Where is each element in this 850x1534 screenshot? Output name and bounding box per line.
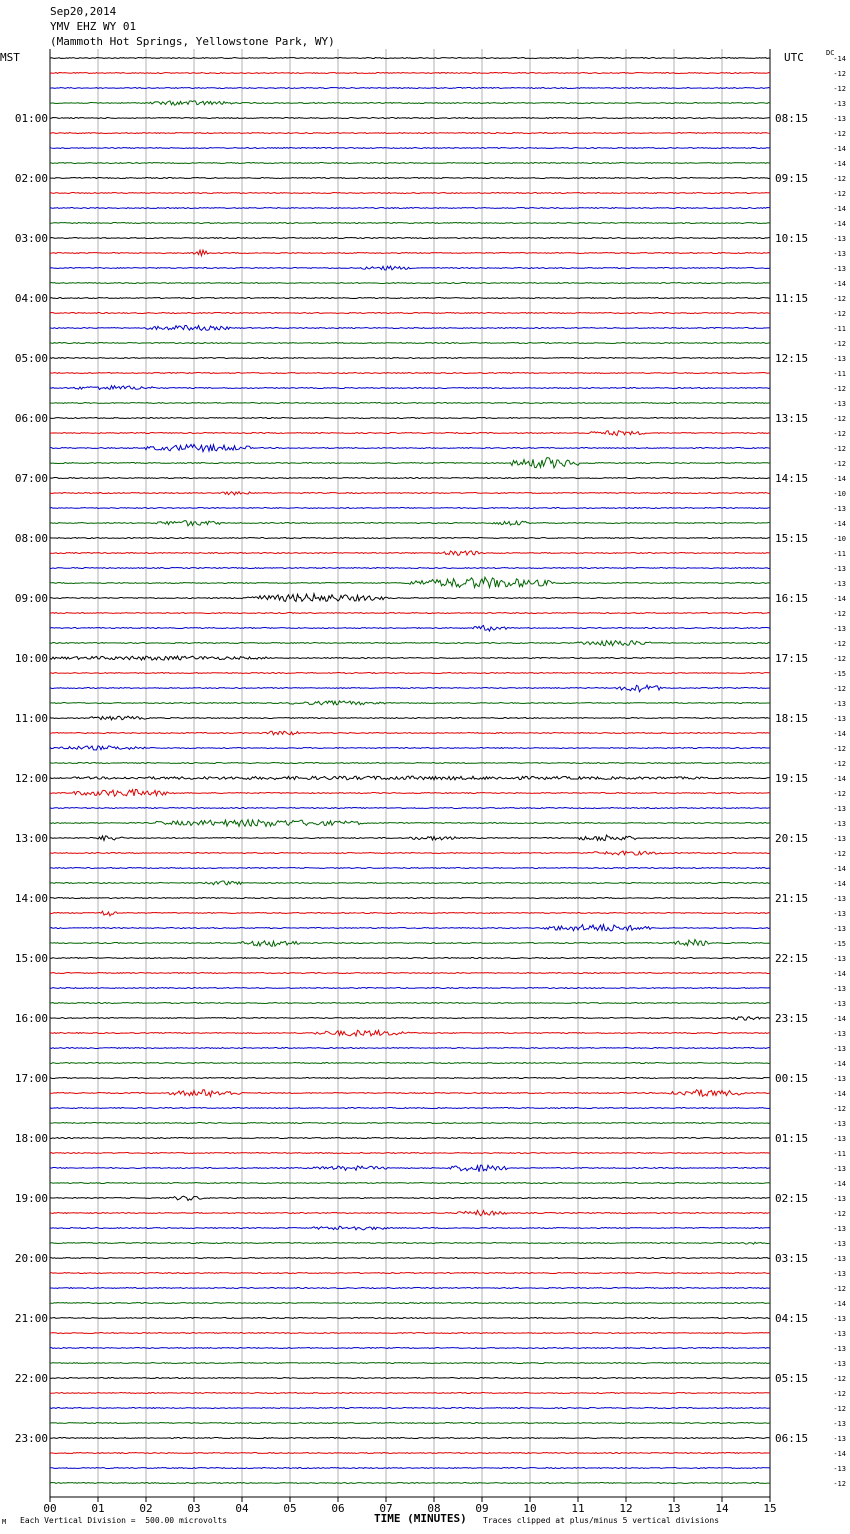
seismic-trace: [50, 73, 770, 74]
dc-offset-label: -13: [833, 1075, 846, 1083]
mst-hour-label: 21:00: [14, 1312, 48, 1325]
mst-hour-label: 06:00: [14, 412, 48, 425]
seismic-trace: [50, 1348, 770, 1349]
seismic-trace: [50, 789, 770, 796]
mst-hour-label: 20:00: [14, 1252, 48, 1265]
dc-offset-label: -12: [833, 70, 846, 78]
mst-hour-label: 08:00: [14, 532, 48, 545]
seismic-trace: [50, 386, 770, 390]
utc-hour-label: 09:15: [775, 172, 809, 185]
seismic-trace: [50, 911, 770, 916]
mst-hour-label: 16:00: [14, 1012, 48, 1025]
seismic-trace: [50, 594, 770, 602]
dc-offset-label: -14: [833, 55, 846, 63]
x-tick-label: 06: [331, 1502, 345, 1515]
seismic-trace: [50, 568, 770, 569]
dc-offset-label: -13: [833, 1045, 846, 1053]
seismic-trace: [50, 685, 770, 692]
mst-hour-label: 15:00: [14, 952, 48, 965]
left-timezone-label: MST: [0, 51, 20, 64]
dc-offset-label: -13: [833, 1315, 846, 1323]
dc-offset-label: -14: [833, 595, 846, 603]
dc-offset-label: -13: [833, 1270, 846, 1278]
seismic-trace: [50, 1363, 770, 1364]
x-tick-label: 00: [43, 1502, 57, 1515]
x-axis-title: TIME (MINUTES): [374, 1512, 467, 1525]
right-timezone-label: UTC: [784, 51, 804, 64]
dc-offset-label: -14: [833, 205, 846, 213]
seismic-trace: [50, 1063, 770, 1064]
seismic-trace: [50, 988, 770, 989]
seismic-trace: [50, 193, 770, 194]
seismic-trace: [50, 1138, 770, 1139]
seismic-trace: [50, 746, 770, 750]
dc-offset-label: -10: [833, 535, 846, 543]
dc-offset-label: -13: [833, 1000, 846, 1008]
mst-hour-label: 19:00: [14, 1192, 48, 1205]
seismic-trace: [50, 1030, 770, 1036]
dc-offset-label: -13: [833, 1240, 846, 1248]
mst-hour-label: 18:00: [14, 1132, 48, 1145]
dc-offset-label: -13: [833, 1225, 846, 1233]
utc-hour-label: 19:15: [775, 772, 809, 785]
dc-offset-label: -14: [833, 520, 846, 528]
seismic-trace: [50, 88, 770, 89]
seismic-trace: [50, 1003, 770, 1004]
utc-hour-label: 21:15: [775, 892, 809, 905]
utc-hour-label: 11:15: [775, 292, 809, 305]
seismic-trace: [50, 820, 770, 827]
seismic-trace: [50, 431, 770, 436]
seismic-trace: [50, 925, 770, 931]
seismic-trace: [50, 538, 770, 539]
seismic-trace: [50, 577, 770, 587]
seismic-trace: [50, 641, 770, 646]
dc-offset-label: -12: [833, 1480, 846, 1488]
mst-hour-label: 03:00: [14, 232, 48, 245]
dc-offset-label: -12: [833, 310, 846, 318]
utc-hour-label: 00:15: [775, 1072, 809, 1085]
dc-offset-label: -13: [833, 820, 846, 828]
dc-offset-label: -12: [833, 760, 846, 768]
dc-offset-label: -12: [833, 340, 846, 348]
seismic-trace: [50, 868, 770, 869]
dc-offset-label: -14: [833, 1015, 846, 1023]
seismic-trace: [50, 178, 770, 179]
dc-offset-label: -13: [833, 955, 846, 963]
utc-hour-label: 12:15: [775, 352, 809, 365]
seismic-trace: [50, 1453, 770, 1454]
seismic-trace: [50, 458, 770, 468]
clip-note: Traces clipped at plus/minus 5 vertical divisions: [483, 1516, 720, 1525]
x-tick-label: 14: [715, 1502, 729, 1515]
mst-hour-label: 11:00: [14, 712, 48, 725]
dc-offset-label: -13: [833, 1255, 846, 1263]
seismic-trace: [50, 1483, 770, 1484]
seismic-trace: [50, 1273, 770, 1274]
dc-offset-label: -12: [833, 445, 846, 453]
seismic-trace: [50, 478, 770, 479]
dc-offset-label: -12: [833, 1405, 846, 1413]
x-tick-label: 08: [427, 1502, 441, 1515]
seismic-trace: [50, 223, 770, 224]
dc-offset-label: -13: [833, 805, 846, 813]
seismic-trace: [50, 1408, 770, 1409]
seismic-trace: [50, 298, 770, 299]
seismic-trace: [50, 118, 770, 119]
dc-offset-header: DC: [826, 49, 835, 57]
seismic-trace: [50, 208, 770, 209]
x-tick-label: 10: [523, 1502, 537, 1515]
dc-offset-label: -12: [833, 850, 846, 858]
dc-offset-label: -13: [833, 910, 846, 918]
seismic-trace: [50, 313, 770, 314]
x-tick-label: 11: [571, 1502, 585, 1515]
dc-offset-label: -13: [833, 1420, 846, 1428]
seismic-trace: [50, 343, 770, 344]
seismic-trace: [50, 373, 770, 374]
dc-offset-label: -13: [833, 1435, 846, 1443]
dc-offset-label: -14: [833, 970, 846, 978]
dc-offset-label: -13: [833, 265, 846, 273]
seismic-trace: [50, 716, 770, 720]
utc-hour-label: 03:15: [775, 1252, 809, 1265]
dc-offset-label: -12: [833, 385, 846, 393]
seismic-trace: [50, 881, 770, 885]
dc-offset-label: -14: [833, 775, 846, 783]
seismic-trace: [50, 1196, 770, 1200]
utc-hour-label: 01:15: [775, 1132, 809, 1145]
seismic-trace: [50, 1468, 770, 1469]
utc-hour-label: 23:15: [775, 1012, 809, 1025]
dc-offset-label: -13: [833, 1195, 846, 1203]
seismic-trace: [50, 958, 770, 959]
seismic-trace: [50, 1183, 770, 1184]
seismic-trace: [50, 1378, 770, 1379]
seismic-trace: [50, 551, 770, 556]
x-tick-label: 12: [619, 1502, 633, 1515]
seismic-trace: [50, 673, 770, 674]
dc-offset-label: -14: [833, 865, 846, 873]
mst-hour-label: 07:00: [14, 472, 48, 485]
mst-hour-label: 10:00: [14, 652, 48, 665]
dc-offset-label: -13: [833, 835, 846, 843]
mst-hour-label: 02:00: [14, 172, 48, 185]
seismic-trace: [50, 1165, 770, 1172]
seismic-trace: [50, 492, 770, 495]
dc-offset-label: -12: [833, 85, 846, 93]
dc-offset-label: -13: [833, 1135, 846, 1143]
dc-offset-label: -12: [833, 415, 846, 423]
dc-offset-label: -13: [833, 715, 846, 723]
seismic-trace: [50, 1078, 770, 1079]
seismic-trace: [50, 613, 770, 614]
x-tick-label: 13: [667, 1502, 681, 1515]
seismic-trace: [50, 1303, 770, 1304]
dc-offset-label: -14: [833, 145, 846, 153]
utc-hour-label: 14:15: [775, 472, 809, 485]
x-tick-label: 15: [763, 1502, 777, 1515]
seismic-trace: [50, 266, 770, 270]
dc-offset-label: -12: [833, 460, 846, 468]
seismic-trace: [50, 1153, 770, 1154]
dc-offset-label: -14: [833, 280, 846, 288]
dc-offset-label: -14: [833, 730, 846, 738]
seismic-trace: [50, 1090, 770, 1097]
utc-hour-label: 10:15: [775, 232, 809, 245]
dc-offset-label: -12: [833, 1105, 846, 1113]
seismic-trace: [50, 1017, 770, 1021]
utc-hour-label: 20:15: [775, 832, 809, 845]
seismic-trace: [50, 1333, 770, 1334]
dc-offset-label: -14: [833, 1450, 846, 1458]
seismic-trace: [50, 1438, 770, 1439]
seismic-trace: [50, 835, 770, 840]
dc-offset-label: -12: [833, 175, 846, 183]
dc-offset-label: -15: [833, 670, 846, 678]
dc-offset-label: -13: [833, 985, 846, 993]
seismic-trace: [50, 148, 770, 149]
utc-hour-label: 05:15: [775, 1372, 809, 1385]
seismic-trace: [50, 444, 770, 451]
seismic-trace: [50, 1048, 770, 1049]
dc-offset-label: -13: [833, 1030, 846, 1038]
dc-offset-label: -14: [833, 880, 846, 888]
dc-offset-label: -13: [833, 355, 846, 363]
dc-offset-label: -12: [833, 1285, 846, 1293]
dc-offset-label: -14: [833, 160, 846, 168]
dc-offset-label: -13: [833, 895, 846, 903]
seismic-trace: [50, 1288, 770, 1289]
dc-offset-label: -13: [833, 400, 846, 408]
dc-offset-label: -12: [833, 685, 846, 693]
seismic-trace: [50, 358, 770, 359]
dc-offset-label: -13: [833, 505, 846, 513]
dc-offset-label: -13: [833, 1360, 846, 1368]
chart-date: Sep20,2014: [50, 5, 117, 18]
dc-offset-label: -13: [833, 115, 846, 123]
seismic-trace: [50, 776, 770, 780]
mst-hour-label: 12:00: [14, 772, 48, 785]
station-code: YMV EHZ WY 01: [50, 20, 137, 33]
seismic-trace: [50, 1210, 770, 1215]
dc-offset-label: -13: [833, 700, 846, 708]
seismic-trace: [50, 250, 770, 256]
dc-offset-label: -13: [833, 1345, 846, 1353]
corner-mark: M: [2, 1518, 7, 1526]
utc-hour-label: 02:15: [775, 1192, 809, 1205]
utc-hour-label: 16:15: [775, 592, 809, 605]
dc-offset-label: -13: [833, 1465, 846, 1473]
utc-hour-label: 08:15: [775, 112, 809, 125]
mst-hour-label: 13:00: [14, 832, 48, 845]
seismic-trace: [50, 1123, 770, 1124]
x-tick-label: 01: [91, 1502, 105, 1515]
mst-hour-label: 04:00: [14, 292, 48, 305]
utc-hour-label: 15:15: [775, 532, 809, 545]
dc-offset-label: -13: [833, 1120, 846, 1128]
dc-offset-label: -14: [833, 1300, 846, 1308]
mst-hour-label: 09:00: [14, 592, 48, 605]
dc-offset-label: -12: [833, 655, 846, 663]
seismic-trace: [50, 1242, 770, 1244]
dc-offset-label: -13: [833, 565, 846, 573]
dc-offset-label: -12: [833, 1210, 846, 1218]
dc-offset-label: -12: [833, 430, 846, 438]
dc-offset-label: -13: [833, 580, 846, 588]
seismic-trace: [50, 940, 770, 947]
seismic-trace: [50, 1393, 770, 1394]
dc-offset-label: -13: [833, 1165, 846, 1173]
dc-offset-label: -12: [833, 130, 846, 138]
dc-offset-label: -13: [833, 235, 846, 243]
seismic-trace: [50, 1423, 770, 1424]
utc-hour-label: 04:15: [775, 1312, 809, 1325]
dc-offset-label: -12: [833, 610, 846, 618]
dc-offset-label: -13: [833, 925, 846, 933]
seismic-trace: [50, 701, 770, 705]
dc-offset-label: -12: [833, 790, 846, 798]
dc-offset-label: -12: [833, 640, 846, 648]
dc-offset-label: -12: [833, 295, 846, 303]
dc-offset-label: -12: [833, 190, 846, 198]
x-tick-label: 09: [475, 1502, 489, 1515]
seismic-trace: [50, 763, 770, 764]
utc-hour-label: 13:15: [775, 412, 809, 425]
seismic-trace: [50, 898, 770, 899]
mst-hour-label: 22:00: [14, 1372, 48, 1385]
seismic-trace: [50, 238, 770, 239]
seismic-trace: [50, 973, 770, 974]
dc-offset-label: -12: [833, 745, 846, 753]
dc-offset-label: -14: [833, 1180, 846, 1188]
seismic-trace: [50, 325, 770, 330]
dc-offset-label: -11: [833, 370, 846, 378]
dc-offset-label: -11: [833, 550, 846, 558]
seismic-trace: [50, 418, 770, 419]
mst-hour-label: 17:00: [14, 1072, 48, 1085]
dc-offset-label: -15: [833, 940, 846, 948]
dc-offset-label: -11: [833, 1150, 846, 1158]
utc-hour-label: 22:15: [775, 952, 809, 965]
dc-offset-label: -13: [833, 100, 846, 108]
utc-hour-label: 18:15: [775, 712, 809, 725]
dc-offset-label: -14: [833, 1060, 846, 1068]
x-tick-label: 04: [235, 1502, 249, 1515]
x-tick-label: 02: [139, 1502, 153, 1515]
dc-offset-label: -13: [833, 250, 846, 258]
seismic-trace: [50, 626, 770, 632]
seismic-trace: [50, 283, 770, 284]
dc-offset-label: -13: [833, 625, 846, 633]
station-location: (Mammoth Hot Springs, Yellowstone Park, WY): [50, 35, 335, 48]
utc-hour-label: 17:15: [775, 652, 809, 665]
seismic-trace: [50, 1258, 770, 1259]
utc-hour-label: 06:15: [775, 1432, 809, 1445]
seismic-trace: [50, 403, 770, 404]
scale-note: Each Vertical Division = 500.00 microvolts: [20, 1516, 228, 1525]
dc-offset-label: -14: [833, 1090, 846, 1098]
dc-offset-label: -11: [833, 325, 846, 333]
dc-offset-label: -12: [833, 1390, 846, 1398]
seismic-trace: [50, 731, 770, 735]
seismic-trace: [50, 851, 770, 855]
mst-hour-label: 23:00: [14, 1432, 48, 1445]
dc-offset-label: -13: [833, 1330, 846, 1338]
seismic-trace: [50, 1108, 770, 1109]
x-tick-label: 07: [379, 1502, 393, 1515]
dc-offset-label: -14: [833, 220, 846, 228]
dc-offset-label: -12: [833, 1375, 846, 1383]
dc-offset-label: -10: [833, 490, 846, 498]
seismic-trace: [50, 163, 770, 164]
mst-hour-label: 01:00: [14, 112, 48, 125]
seismic-trace: [50, 508, 770, 509]
x-tick-label: 03: [187, 1502, 201, 1515]
seismic-trace: [50, 808, 770, 809]
seismic-trace: [50, 521, 770, 526]
x-tick-label: 05: [283, 1502, 297, 1515]
mst-hour-label: 05:00: [14, 352, 48, 365]
seismic-trace: [50, 1318, 770, 1319]
mst-hour-label: 14:00: [14, 892, 48, 905]
seismic-trace: [50, 58, 770, 59]
dc-offset-label: -14: [833, 475, 846, 483]
seismic-trace: [50, 1226, 770, 1230]
seismic-trace: [50, 656, 770, 660]
seismic-trace: [50, 133, 770, 134]
seismic-trace: [50, 101, 770, 105]
